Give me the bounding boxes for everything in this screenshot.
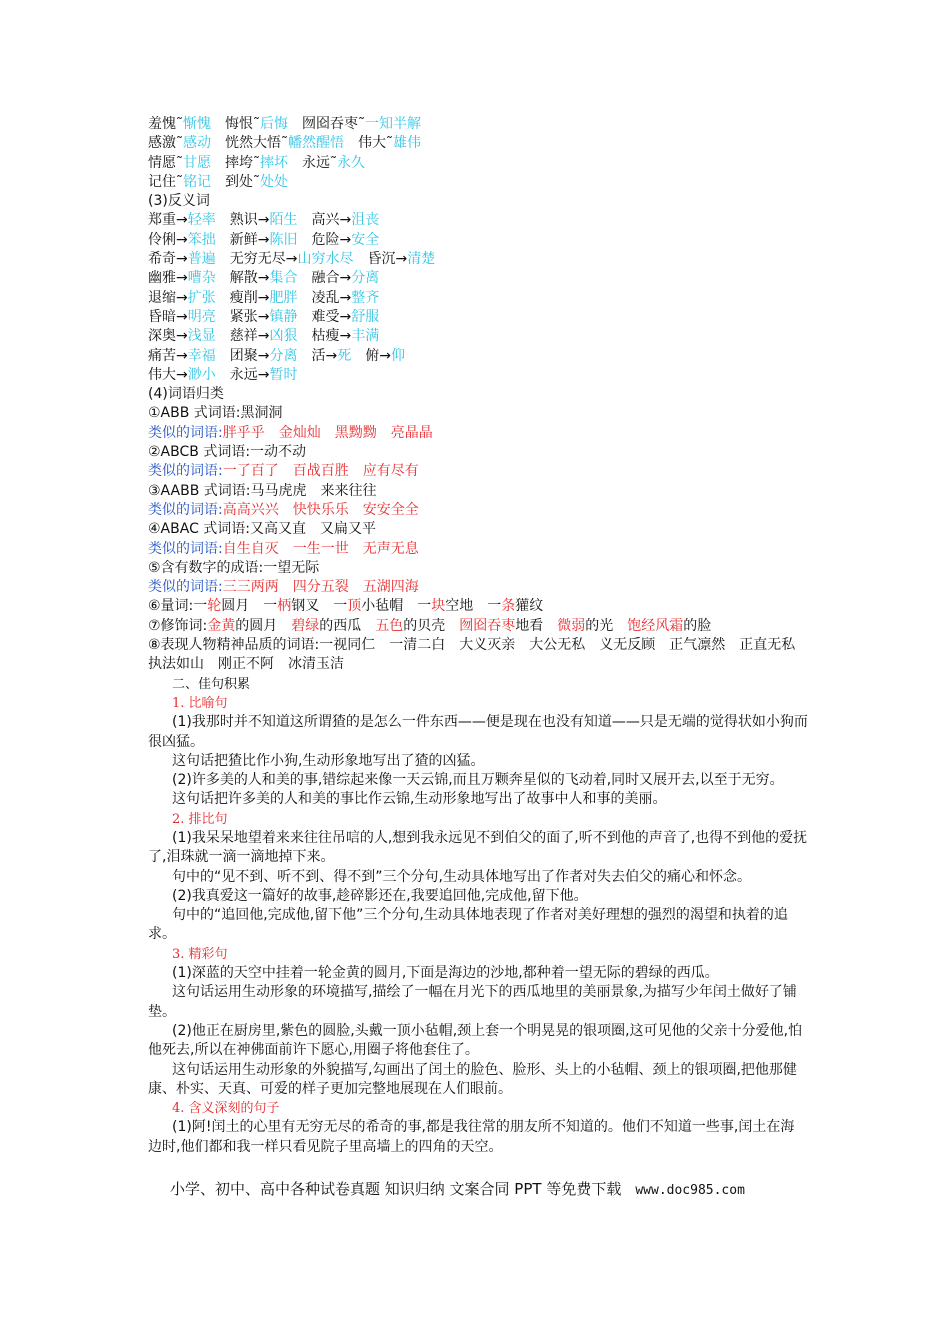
antonym-answer: 明亮 — [187, 308, 216, 325]
antonym-answer: 陈旧 — [269, 231, 298, 248]
antonym-answer: 安全 — [351, 231, 380, 248]
wonderful-p4: 这句话运用生动形象的外貌描写,勾画出了闰土的脸色、脸形、头上的小毡帽、颈上的银项圈,把他那健康、朴实、天真、可爱的样子更加完整地展现在人们眼前。 — [148, 1061, 797, 1097]
antonym-separator: → — [176, 328, 188, 345]
antonym-word: 深奥 — [148, 328, 176, 345]
modifier-noun: 的光 — [585, 617, 614, 634]
antonym-word: 难受 — [311, 308, 340, 325]
synonym-word: 情愿 — [148, 154, 176, 171]
synonym-separator: ˜ — [253, 154, 260, 171]
parallelism-heading: 2. 排比句 — [172, 811, 228, 827]
antonym-answer: 扩张 — [187, 289, 216, 306]
synonym-answer: 幡然醒悟 — [288, 135, 344, 152]
antonym-separator: → — [176, 212, 188, 229]
antonym-separator: → — [325, 347, 338, 364]
antonym-row — [148, 269, 808, 288]
modifier-noun: 的贝壳 — [403, 617, 446, 634]
synonym-separator: ˜ — [176, 173, 183, 190]
measure-word: 柄 — [277, 598, 292, 615]
antonym-answer: 沮丧 — [351, 212, 380, 229]
modifier-noun: 地看 — [515, 617, 544, 634]
antonym-word: 解散 — [229, 270, 258, 287]
synonym-section — [148, 115, 808, 1157]
antonym-separator: → — [339, 289, 352, 306]
measure-word: 块 — [431, 598, 446, 615]
part-two-heading: 二、佳句积累 — [172, 676, 251, 692]
synonym-word: 永远 — [302, 154, 330, 171]
antonym-word: 瘦削 — [229, 289, 258, 306]
antonym-answer: 死 — [337, 347, 352, 364]
modifier-word: 金黄 — [207, 617, 236, 634]
modifier-word: 五色 — [375, 617, 404, 634]
antonym-answer: 凶狠 — [269, 328, 298, 345]
modifier-noun: 的西瓜 — [319, 617, 362, 634]
antonym-row — [148, 366, 808, 385]
antonym-separator: → — [339, 270, 352, 287]
antonym-word: 郑重 — [148, 212, 176, 229]
measure-prefix: 一 — [193, 598, 208, 615]
synonym-word: 囫囵吞枣 — [302, 116, 358, 132]
wonderful-p1: (1)深蓝的天空中挂着一轮金黄的圆月,下面是海边的沙地,都种着一望无际的碧绿的西瓜。 — [172, 965, 719, 982]
abcb-line: ②ABCB 式词语:一动不动 — [148, 444, 307, 461]
antonym-row — [148, 250, 808, 269]
antonym-separator: → — [257, 270, 270, 287]
antonym-separator: → — [339, 328, 352, 345]
antonym-answer: 幸福 — [187, 347, 216, 364]
synonym-word: 伟大 — [358, 135, 386, 152]
measure-word-line — [148, 597, 808, 616]
synonym-answer: 后悔 — [260, 116, 288, 132]
modifier-word: 饱经风霜 — [627, 617, 684, 634]
antonym-word: 危险 — [311, 231, 340, 248]
antonym-row — [148, 231, 808, 250]
antonym-answer: 陌生 — [269, 212, 298, 229]
deep-meaning-p1: (1)阿!闰土的心里有无穷无尽的希奇的事,都是我往常的朋友所不知道的。他们不知道一些事,闰土在海边时,他们都和我一样只看见院子里高墙上的四角的天空。 — [148, 1119, 795, 1155]
antonym-separator: → — [339, 212, 352, 229]
number-idiom-similar: 类似的词语:三三两两 四分五裂 五湖四海 — [148, 579, 419, 596]
synonym-word: 羞愧 — [148, 116, 176, 132]
modifier-noun: 的脸 — [683, 617, 712, 634]
antonym-word: 凌乱 — [311, 289, 340, 306]
antonym-answer: 渺小 — [187, 366, 216, 383]
aabb-line: ③AABB 式词语:马马虎虎 来来往往 — [148, 482, 377, 499]
synonym-separator: ˜ — [253, 116, 260, 132]
antonym-answer: 嘈杂 — [187, 270, 216, 287]
antonym-word: 永远 — [229, 366, 258, 383]
synonym-answer: 处处 — [260, 173, 288, 190]
parallelism-p1: (1)我呆呆地望着来来往往吊唁的人,想到我永远见不到伯父的面了,听不到他的声音了,也得不到他的爱抚了,泪珠就一滴一滴地掉下来。 — [148, 829, 808, 866]
synonym-word: 摔垮 — [225, 154, 253, 171]
measure-word: 顶 — [347, 598, 362, 615]
parallelism-p2: 句中的“见不到、听不到、得不到”三个分句,生动具体地写出了作者对失去伯父的痛心和怀念。 — [172, 868, 751, 885]
antonym-row — [148, 327, 808, 346]
abb-similar: 类似的词语:胖乎乎 金灿灿 黑黝黝 亮晶晶 — [148, 424, 433, 441]
simile-p2: 这句话把猹比作小狗,生动形象地写出了猹的凶猛。 — [172, 752, 485, 769]
measure-word: 条 — [501, 598, 516, 615]
synonym-answer: 铭记 — [183, 173, 211, 190]
synonym-separator: ˜ — [176, 154, 183, 171]
synonym-separator: ˜ — [330, 154, 337, 171]
antonym-word: 枯瘦 — [311, 328, 340, 345]
antonym-word: 紧张 — [229, 308, 258, 325]
antonym-separator: → — [176, 251, 188, 268]
measure-prefix: 一 — [417, 598, 432, 615]
antonym-answer: 丰满 — [351, 328, 380, 345]
synonym-word: 记住 — [148, 173, 176, 190]
antonym-separator: → — [176, 308, 188, 325]
synonym-separator: ˜ — [253, 173, 260, 190]
antonym-word: 熟识 — [229, 212, 258, 229]
antonym-lines — [148, 211, 808, 385]
synonym-word: 感激 — [148, 135, 176, 152]
antonym-separator: → — [176, 231, 188, 248]
antonym-word: 新鲜 — [229, 231, 258, 248]
synonym-row — [148, 154, 808, 173]
deep-meaning-heading: 4. 含义深刻的句子 — [172, 1101, 280, 1117]
antonym-word: 高兴 — [311, 212, 340, 229]
antonym-separator: → — [339, 231, 352, 248]
antonym-word: 希奇 — [148, 251, 176, 268]
synonym-answer: 一知半解 — [365, 116, 421, 132]
antonym-separator: → — [257, 308, 270, 325]
synonym-row — [148, 115, 808, 134]
antonym-answer: 轻率 — [187, 212, 216, 229]
wonderful-p3: (2)他正在厨房里,紫色的圆脸,头戴一顶小毡帽,颈上套一个明晃晃的银项圈,这可见他的父亲十分爱他,怕他死去,所以在神佛面前许下愿心,用圈子将他套住了。 — [148, 1022, 803, 1059]
synonym-separator: ˜ — [176, 135, 183, 152]
antonym-separator: → — [176, 289, 188, 306]
antonym-separator: → — [395, 251, 408, 268]
antonym-row — [148, 308, 808, 327]
antonym-answer: 仰 — [390, 347, 405, 364]
antonym-separator: → — [257, 366, 270, 383]
antonym-row — [148, 211, 808, 230]
synonym-separator: ˜ — [281, 135, 288, 152]
antonym-row — [148, 347, 808, 366]
modifier-word: 碧绿 — [291, 617, 320, 634]
antonym-word: 幽雅 — [148, 270, 176, 287]
synonym-separator: ˜ — [358, 116, 365, 132]
antonym-separator: → — [257, 231, 270, 248]
antonym-word: 融合 — [311, 270, 340, 287]
simile-p3: (2)许多美的人和美的事,错综起来像一天云锦,而且万颗奔星似的飞动着,同时又展开去,以至于无穷。 — [172, 772, 784, 789]
antonym-answer: 集合 — [269, 270, 298, 287]
abb-line: ①ABB 式词语:黑洞洞 — [148, 405, 283, 422]
footer-text: 小学、初中、高中各种试卷真题 知识归纳 文案合同 PPT 等免费下载 — [170, 1180, 622, 1198]
synonym-separator: ˜ — [176, 116, 183, 132]
antonym-separator: → — [257, 328, 270, 345]
antonym-separator: → — [176, 366, 188, 383]
antonym-word: 昏沉 — [367, 251, 396, 268]
antonym-word: 痛苦 — [148, 347, 176, 364]
modifier-noun: 的圆月 — [235, 617, 278, 634]
antonym-word: 伶俐 — [148, 231, 176, 248]
synonym-row — [148, 173, 808, 192]
footer-url[interactable]: www.doc985.com — [635, 1183, 745, 1198]
simile-heading: 1. 比喻句 — [172, 695, 228, 711]
antonym-word: 昏暗 — [148, 308, 176, 325]
antonym-answer: 分离 — [351, 270, 380, 287]
antonym-word: 俯 — [365, 347, 380, 364]
antonym-answer: 清楚 — [407, 251, 436, 268]
antonym-title: (3)反义词 — [148, 193, 210, 210]
antonym-answer: 笨拙 — [187, 231, 216, 248]
antonym-separator: → — [176, 270, 188, 287]
measure-word: 轮 — [207, 598, 222, 615]
abac-similar: 类似的词语:自生自灭 一生一世 无声无息 — [148, 540, 419, 557]
antonym-word: 团聚 — [229, 347, 258, 364]
parallelism-p4: 句中的“追回他,完成他,留下他”三个分句,生动具体地表现了作者对美好理想的强烈的渴望和执着的追求。 — [148, 907, 788, 943]
wonderful-heading: 3. 精彩句 — [172, 946, 228, 962]
measure-noun: 獾纹 — [515, 598, 544, 615]
synonym-answer: 甘愿 — [183, 154, 211, 171]
footer — [170, 1178, 745, 1199]
antonym-answer: 山穷水尽 — [297, 251, 354, 268]
antonym-word: 无穷无尽 — [229, 251, 286, 268]
measure-noun: 圆月 — [221, 598, 250, 615]
simile-p4: 这句话把许多美的人和美的事比作云锦,生动形象地写出了故事中人和事的美丽。 — [172, 791, 667, 808]
synonym-separator: ˜ — [386, 135, 393, 152]
classification-title: (4)词语归类 — [148, 386, 224, 403]
antonym-word: 活 — [311, 347, 326, 364]
measure-word-label: ⑥量词: — [148, 598, 194, 615]
synonym-answer: 摔坏 — [260, 154, 288, 171]
antonym-separator: → — [257, 212, 270, 229]
antonym-answer: 舒服 — [351, 308, 380, 325]
antonym-answer: 普遍 — [187, 251, 216, 268]
measure-noun: 钢叉 — [291, 598, 320, 615]
antonym-separator: → — [339, 308, 352, 325]
synonym-answer: 永久 — [337, 154, 365, 171]
measure-prefix: 一 — [333, 598, 348, 615]
modifier-line — [148, 617, 808, 636]
antonym-answer: 镇静 — [269, 308, 298, 325]
antonym-separator: → — [379, 347, 391, 364]
parallelism-p3: (2)我真爱这一篇好的故事,趁碎影还在,我要追回他,完成他,留下他。 — [172, 887, 588, 904]
number-idiom-line: ⑤含有数字的成语:一望无际 — [148, 559, 320, 576]
antonym-word: 退缩 — [148, 289, 176, 306]
measure-prefix: 一 — [263, 598, 278, 615]
wonderful-p2: 这句话运用生动形象的环境描写,描绘了一幅在月光下的西瓜地里的美丽景象,为描写少年闰土做好了铺垫。 — [148, 984, 797, 1020]
synonym-answer: 感动 — [183, 135, 211, 152]
antonym-answer: 肥胖 — [269, 289, 298, 306]
antonym-answer: 暂时 — [269, 366, 298, 383]
spirit-words: ⑧表现人物精神品质的词语:一视同仁 一清二白 大义灭亲 大公无私 义无反顾 正气凛然 正直无私 执法如山 刚正不阿 冰清玉洁 — [148, 637, 810, 673]
measure-noun: 小毡帽 — [361, 598, 404, 615]
synonym-word: 悔恨 — [225, 116, 253, 132]
measure-prefix: 一 — [487, 598, 502, 615]
abac-line: ④ABAC 式词语:又高又直 又扁又平 — [148, 521, 377, 538]
antonym-answer: 浅显 — [187, 328, 216, 345]
abcb-similar: 类似的词语:一了百了 百战百胜 应有尽有 — [148, 463, 419, 480]
antonym-row — [148, 289, 808, 308]
modifier-word: 微弱 — [557, 617, 586, 634]
modifier-label: ⑦修饰词: — [148, 617, 208, 634]
antonym-word: 慈祥 — [229, 328, 258, 345]
antonym-separator: → — [257, 289, 270, 306]
simile-p1: (1)我那时并不知道这所谓猹的是怎么一件东西——便是现在也没有知道——只是无端的觉得状如小狗而很凶猛。 — [148, 714, 808, 750]
synonym-answer: 惭愧 — [183, 116, 211, 132]
synonym-row — [148, 134, 808, 153]
aabb-similar: 类似的词语:高高兴兴 快快乐乐 安安全全 — [148, 501, 419, 518]
measure-noun: 空地 — [445, 598, 474, 615]
antonym-separator: → — [257, 347, 270, 364]
antonym-word: 伟大 — [148, 366, 176, 383]
synonym-word: 恍然大悟 — [225, 135, 281, 152]
antonym-separator: → — [176, 347, 188, 364]
antonym-answer: 分离 — [269, 347, 298, 364]
synonym-answer: 雄伟 — [393, 135, 421, 152]
antonym-separator: → — [285, 251, 298, 268]
synonym-word: 到处 — [225, 173, 253, 190]
synonym-lines — [148, 115, 808, 192]
modifier-word: 囫囵吞枣 — [459, 617, 516, 634]
antonym-answer: 整齐 — [351, 289, 380, 306]
